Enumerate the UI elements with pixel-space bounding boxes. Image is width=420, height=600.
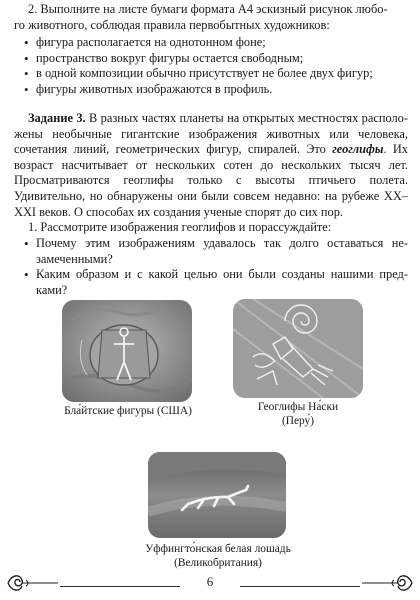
footer-rule-right [240, 586, 360, 587]
uffington-photo [148, 452, 286, 538]
drawing-rules-list [14, 35, 408, 97]
list-item: • Каким образом и с какой целью они были созданы нашими пред-ками? [14, 267, 408, 298]
uffington-caption [118, 542, 318, 570]
page-number: 6 [206, 574, 214, 589]
nazca-caption [218, 400, 378, 428]
nazca-caption-line-1: Геоглифы На́ски [257, 401, 339, 413]
uffington-caption-line-1: Уффингто́нская белая лошадь [145, 543, 291, 555]
list-item: • в одной композиции обычно присутствует не более двух фигур; [14, 66, 408, 82]
question-1: 1. Рассмотрите изображения геоглифов и порассуждайте: [28, 220, 332, 234]
nazca-caption-line-2: (Перу́) [281, 415, 315, 427]
footer-rule-left [60, 586, 180, 587]
left-ornament-icon [4, 572, 60, 594]
blythe-caption: Бла́йтские фигуры (США) [64, 405, 192, 417]
right-ornament-icon [360, 572, 416, 594]
geoglyph-term: геоглифы [332, 142, 384, 157]
list-item: • фигура располагается на однотонном фоне; [14, 35, 408, 51]
task-3-heading: Задание 3. [28, 111, 86, 125]
list-item: • пространство вокруг фигуры остается свободным; [14, 51, 408, 67]
list-item: • Почему этим изображениям удавалось так долго оставаться не-замеченными? [14, 236, 408, 267]
uffington-image [148, 452, 286, 538]
task-3-paragraph [14, 111, 408, 220]
blythe-figures-photo [62, 300, 192, 402]
exercise-2-line-1: 2. Выполните на листе бумаги формата А4 эскизный рисунок любо- [28, 2, 388, 16]
exercise-2-line-2: го животного, соблюдая правила первобытных художников: [14, 17, 330, 32]
blythe-figures-image [62, 300, 192, 402]
task-3-text-b: . Их возраст насчитывает от нескольких сотен до нескольких тысяч лет. Просматриваются геоглифы только с высоты птичьего полета. Удивительно, но обнаружены они были совсем недавно: на рубеже XX–XXI веков. О способах их создания ученые спорят до сих пор. [14, 142, 408, 219]
question-points-list [14, 236, 408, 298]
nazca-image [233, 299, 363, 398]
uffington-caption-line-2: (Великобритания) [174, 557, 262, 569]
task-3-text-a: В разных частях планеты на открытых местностях располо-жены необычные гигантские изображения животных или человека, сочетания линий, геометрических фигур, спиралей. Это [14, 111, 408, 157]
exercise-2-text [14, 2, 408, 33]
nazca-photo [233, 299, 363, 398]
list-item: • фигуры животных изображаются в профиль. [14, 82, 408, 98]
